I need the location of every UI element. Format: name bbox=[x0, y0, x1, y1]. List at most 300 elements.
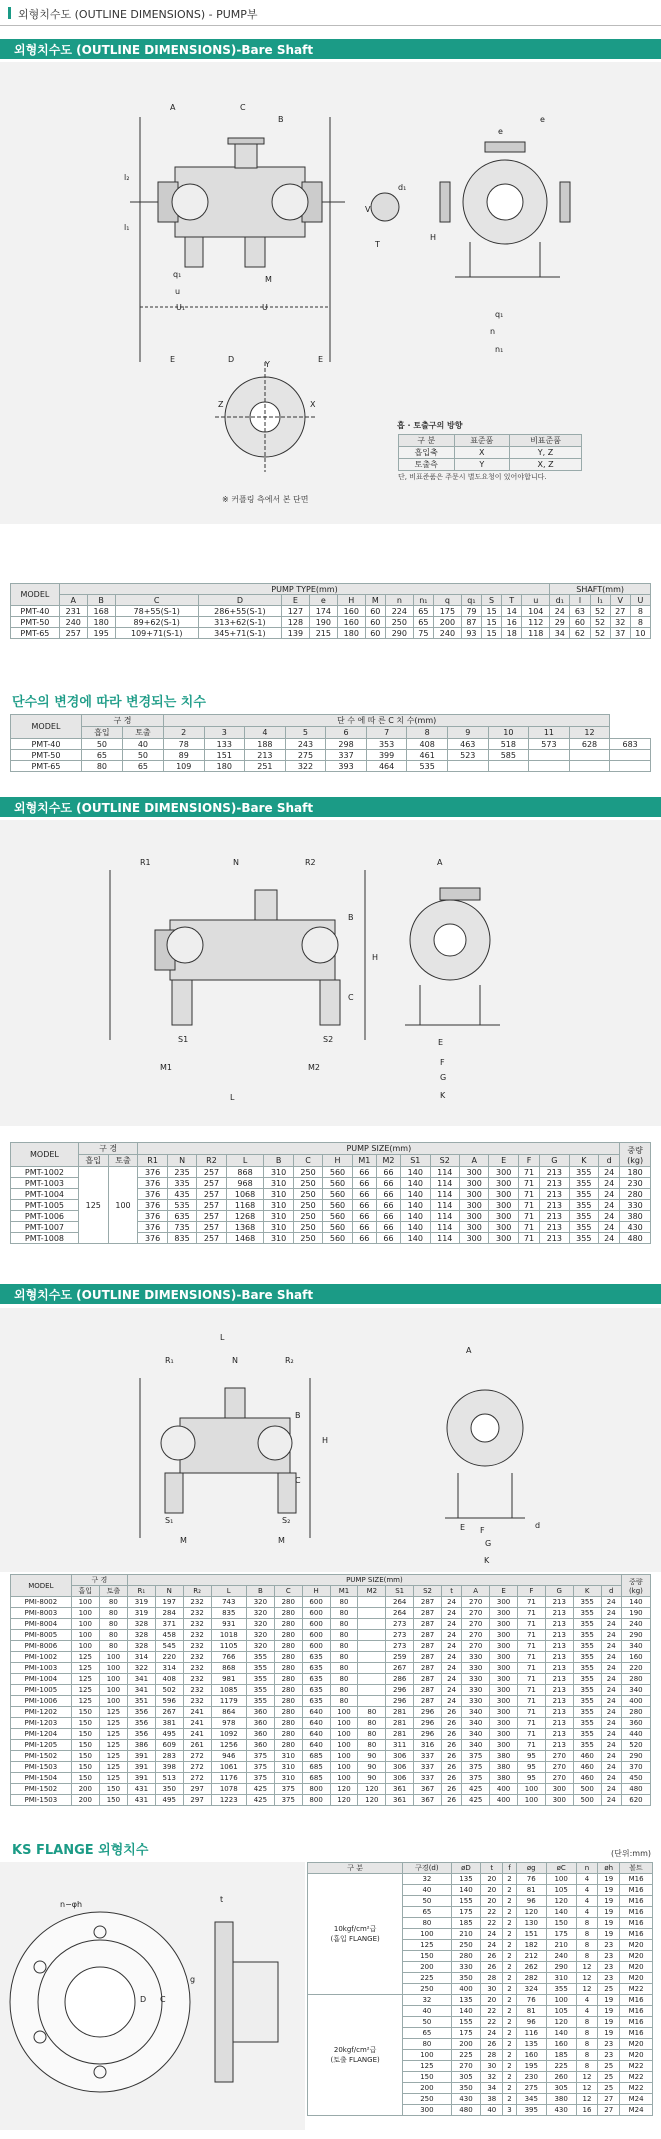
table-cell: 8 bbox=[576, 1940, 598, 1951]
table-cell: 50 bbox=[81, 739, 122, 750]
table-cell: 213 bbox=[545, 1630, 573, 1641]
table-cell: 71 bbox=[517, 1597, 545, 1608]
column-header: S1 bbox=[401, 1155, 430, 1167]
table-cell: 287 bbox=[414, 1674, 442, 1685]
table-cell: 370 bbox=[621, 1762, 650, 1773]
table-cell: 355 bbox=[569, 1167, 598, 1178]
table-cell: 109+71(S-1) bbox=[115, 628, 198, 639]
table-cell: 2 bbox=[503, 2017, 517, 2028]
table-cell: 71 bbox=[517, 1663, 545, 1674]
svg-text:M1: M1 bbox=[160, 1063, 172, 1072]
table-cell: 200 bbox=[403, 2083, 451, 2094]
table-cell: 81 bbox=[516, 1885, 546, 1896]
table-cell: PMI-1004 bbox=[11, 1674, 72, 1685]
svg-text:D: D bbox=[140, 1995, 147, 2004]
table-cell: 26 bbox=[481, 1962, 503, 1973]
table-cell: 425 bbox=[246, 1795, 274, 1806]
svg-text:K: K bbox=[440, 1091, 446, 1100]
table-cell: 356 bbox=[127, 1729, 155, 1740]
table-cell: 32 bbox=[610, 617, 630, 628]
table-cell: 52 bbox=[590, 617, 610, 628]
table-cell: 425 bbox=[462, 1795, 490, 1806]
table-row bbox=[11, 1597, 651, 1608]
table-cell: 305 bbox=[546, 2083, 576, 2094]
table-cell: 66 bbox=[352, 1200, 376, 1211]
table-cell: 71 bbox=[517, 1707, 545, 1718]
table-cell: 24 bbox=[441, 1696, 461, 1707]
table-cell: 355 bbox=[246, 1663, 274, 1674]
table-cell: 2 bbox=[503, 1874, 517, 1885]
table-cell: 23 bbox=[598, 2039, 620, 2050]
table-cell: 330 bbox=[451, 1962, 481, 1973]
table-cell: 600 bbox=[302, 1608, 330, 1619]
table-cell: 150 bbox=[99, 1784, 127, 1795]
table-cell: 458 bbox=[155, 1630, 183, 1641]
column-header: B bbox=[264, 1155, 293, 1167]
table-cell: 272 bbox=[183, 1762, 211, 1773]
table-cell: 90 bbox=[358, 1773, 386, 1784]
table-cell: PMI-1503 bbox=[11, 1762, 72, 1773]
table-cell: 2 bbox=[503, 1885, 517, 1896]
table-cell: 26 bbox=[481, 1951, 503, 1962]
table-cell: 376 bbox=[138, 1178, 167, 1189]
section3-drawing-panel bbox=[0, 820, 661, 1126]
column-header: B bbox=[246, 1586, 274, 1597]
table-cell: 380 bbox=[490, 1762, 518, 1773]
table-cell: 24 bbox=[441, 1674, 461, 1685]
direction-table: 구 분 표준품 비표준품 흡입축 X Y, Z 토출측 Y X, Z bbox=[398, 434, 582, 471]
table-cell: 100 bbox=[108, 1167, 138, 1244]
column-header: E bbox=[281, 595, 309, 606]
stage-number: 11 bbox=[529, 727, 570, 739]
column-header: H bbox=[337, 595, 365, 606]
table-cell: 50 bbox=[403, 1896, 451, 1907]
table-cell: 766 bbox=[211, 1652, 246, 1663]
table-cell: 8 bbox=[576, 2061, 598, 2072]
table-cell: PMI-1005 bbox=[11, 1685, 72, 1696]
table-cell: M16 bbox=[620, 1995, 653, 2006]
table-cell: 24 bbox=[441, 1663, 461, 1674]
table-cell: 300 bbox=[489, 1178, 518, 1189]
table-cell: 257 bbox=[197, 1211, 226, 1222]
table-cell: 356 bbox=[127, 1718, 155, 1729]
table-cell: 355 bbox=[573, 1608, 601, 1619]
stage-number: 6 bbox=[326, 727, 367, 739]
stage-table bbox=[10, 714, 651, 772]
table-cell: 241 bbox=[183, 1718, 211, 1729]
column-header: T bbox=[502, 595, 522, 606]
table-cell: 140 bbox=[401, 1200, 430, 1211]
table-cell: 978 bbox=[211, 1718, 246, 1729]
table-cell: 160 bbox=[546, 2039, 576, 2050]
stage-number: 4 bbox=[245, 727, 286, 739]
table-cell: 71 bbox=[517, 1685, 545, 1696]
table-cell: 24 bbox=[601, 1729, 621, 1740]
table-cell: 300 bbox=[489, 1189, 518, 1200]
table-cell: M16 bbox=[620, 1907, 653, 1918]
svg-text:H: H bbox=[322, 1436, 329, 1445]
table-cell: 140 bbox=[451, 2006, 481, 2017]
table-cell: 240 bbox=[59, 617, 87, 628]
table-cell: PMT-1004 bbox=[11, 1189, 79, 1200]
svg-text:K: K bbox=[484, 1556, 490, 1565]
svg-text:q₁: q₁ bbox=[173, 270, 182, 279]
table-cell: 125 bbox=[99, 1762, 127, 1773]
table-cell: PMI-8003 bbox=[11, 1608, 72, 1619]
table-cell: 640 bbox=[302, 1729, 330, 1740]
table-cell: 24 bbox=[601, 1696, 621, 1707]
table-cell: 257 bbox=[59, 628, 87, 639]
table-cell: 298 bbox=[326, 739, 367, 750]
column-header: A bbox=[459, 1155, 488, 1167]
table-cell: 835 bbox=[167, 1233, 196, 1244]
table-cell: 355 bbox=[246, 1696, 274, 1707]
pump-size-table-1 bbox=[10, 1142, 651, 1244]
column-header: øD bbox=[451, 1863, 481, 1874]
table-cell: 66 bbox=[376, 1167, 400, 1178]
table-cell: 355 bbox=[573, 1696, 601, 1707]
table-cell: 300 bbox=[490, 1641, 518, 1652]
table-cell: 100 bbox=[71, 1608, 99, 1619]
table-cell: 32 bbox=[403, 1995, 451, 2006]
table-cell: 20 bbox=[481, 1874, 503, 1885]
table-cell: 232 bbox=[183, 1619, 211, 1630]
svg-text:S₂: S₂ bbox=[282, 1516, 291, 1525]
table-cell: 23 bbox=[598, 1973, 620, 1984]
table-cell: 105 bbox=[546, 2006, 576, 2017]
table-cell: 200 bbox=[71, 1784, 99, 1795]
section4-title-bar bbox=[0, 1284, 661, 1304]
column-header: 볼트 bbox=[620, 1863, 653, 1874]
table-cell bbox=[569, 761, 610, 772]
table-cell: 104 bbox=[522, 606, 550, 617]
table-cell: 114 bbox=[430, 1200, 459, 1211]
table-cell: 1061 bbox=[211, 1762, 246, 1773]
table-cell: 4 bbox=[576, 1995, 598, 2006]
table-cell: 114 bbox=[430, 1222, 459, 1233]
column-header: n₁ bbox=[413, 595, 433, 606]
table-cell: PMI-1203 bbox=[11, 1718, 72, 1729]
table-cell: 160 bbox=[337, 617, 365, 628]
table-cell: M16 bbox=[620, 1929, 653, 1940]
table-cell: 355 bbox=[573, 1641, 601, 1652]
table-cell: 26 bbox=[481, 2039, 503, 2050]
bore-header: 구 경 bbox=[81, 715, 163, 727]
table-cell: 283 bbox=[155, 1751, 183, 1762]
table-cell: 330 bbox=[462, 1696, 490, 1707]
table-cell: 190 bbox=[309, 617, 337, 628]
svg-text:n₁: n₁ bbox=[495, 345, 504, 354]
table-cell bbox=[610, 750, 651, 761]
table-cell: 257 bbox=[197, 1233, 226, 1244]
table-cell: 19 bbox=[598, 1896, 620, 1907]
table-cell: 100 bbox=[71, 1619, 99, 1630]
table-cell: 376 bbox=[138, 1189, 167, 1200]
table-cell: 100 bbox=[403, 2050, 451, 2061]
table-cell: 24 bbox=[599, 1233, 620, 1244]
table-cell: 71 bbox=[517, 1630, 545, 1641]
svg-text:Z: Z bbox=[218, 400, 224, 409]
table-cell: 284 bbox=[155, 1608, 183, 1619]
table-cell: 391 bbox=[127, 1751, 155, 1762]
column-header: K bbox=[573, 1586, 601, 1597]
table-cell: 375 bbox=[462, 1762, 490, 1773]
table-cell: 287 bbox=[414, 1641, 442, 1652]
table-cell: 361 bbox=[386, 1784, 414, 1795]
table-cell: 24 bbox=[441, 1608, 461, 1619]
table-cell: 480 bbox=[621, 1784, 650, 1795]
table-cell: 24 bbox=[481, 2028, 503, 2039]
table-cell: 600 bbox=[302, 1619, 330, 1630]
pump-type-header: PUMP TYPE(mm) bbox=[59, 584, 549, 595]
column-header: 구경(d) bbox=[403, 1863, 451, 1874]
table-cell: 60 bbox=[365, 606, 385, 617]
table-row bbox=[11, 1718, 651, 1729]
table-cell: 135 bbox=[451, 1995, 481, 2006]
svg-text:F: F bbox=[440, 1058, 445, 1067]
column-header: N bbox=[155, 1586, 183, 1597]
table-cell: 2 bbox=[503, 1907, 517, 1918]
column-header: n bbox=[385, 595, 413, 606]
table-cell: 114 bbox=[430, 1233, 459, 1244]
table-cell: 380 bbox=[490, 1773, 518, 1784]
table-cell: 27 bbox=[598, 2105, 620, 2116]
table-cell: 275 bbox=[285, 750, 326, 761]
table-cell: 151 bbox=[204, 750, 245, 761]
table-cell: 19 bbox=[598, 1885, 620, 1896]
table-cell: 22 bbox=[481, 2006, 503, 2017]
table-cell bbox=[610, 761, 651, 772]
table-cell: 80 bbox=[330, 1674, 358, 1685]
table-cell: 1468 bbox=[226, 1233, 264, 1244]
table-cell: 376 bbox=[138, 1233, 167, 1244]
column-header: 구 분 bbox=[308, 1863, 403, 1874]
svg-text:S2: S2 bbox=[323, 1035, 334, 1044]
table-cell: 460 bbox=[573, 1751, 601, 1762]
table-cell: 66 bbox=[376, 1200, 400, 1211]
table-row bbox=[11, 1674, 651, 1685]
table-cell: 355 bbox=[573, 1663, 601, 1674]
table-cell: 399 bbox=[366, 750, 407, 761]
table-cell: 267 bbox=[386, 1663, 414, 1674]
table-cell: 250 bbox=[293, 1167, 322, 1178]
shaft-header: SHAFT(mm) bbox=[550, 584, 651, 595]
table-cell: PMI-8004 bbox=[11, 1619, 72, 1630]
table-cell: 19 bbox=[598, 2028, 620, 2039]
table-cell: 296 bbox=[414, 1707, 442, 1718]
table-cell: PMT-65 bbox=[11, 761, 82, 772]
table-cell: 275 bbox=[516, 2083, 546, 2094]
table-cell: 66 bbox=[376, 1211, 400, 1222]
table-cell: 8 bbox=[576, 1918, 598, 1929]
svg-text:R2: R2 bbox=[305, 858, 316, 867]
table-cell: 100 bbox=[71, 1641, 99, 1652]
table-cell: 480 bbox=[620, 1233, 651, 1244]
table-cell: 213 bbox=[540, 1222, 569, 1233]
table-cell: 75 bbox=[413, 628, 433, 639]
table-cell: 259 bbox=[386, 1652, 414, 1663]
table-cell: 26 bbox=[441, 1773, 461, 1784]
pump-drawing-2 bbox=[0, 820, 661, 1126]
table-cell: 140 bbox=[546, 2028, 576, 2039]
svg-text:R1: R1 bbox=[140, 858, 151, 867]
table-cell: 585 bbox=[488, 750, 529, 761]
section4-drawing-panel bbox=[0, 1308, 661, 1572]
table-cell: 185 bbox=[451, 1918, 481, 1929]
table-cell: 355 bbox=[569, 1189, 598, 1200]
table-cell: 188 bbox=[245, 739, 286, 750]
table-cell: 328 bbox=[127, 1630, 155, 1641]
table-cell: 320 bbox=[246, 1608, 274, 1619]
table-cell: 8 bbox=[576, 2028, 598, 2039]
table-cell: 125 bbox=[99, 1740, 127, 1751]
svg-text:M2: M2 bbox=[308, 1063, 320, 1072]
table-cell: PMI-8005 bbox=[11, 1630, 72, 1641]
table-cell: 100 bbox=[330, 1707, 358, 1718]
table-cell: 280 bbox=[274, 1652, 302, 1663]
column-header: E bbox=[490, 1586, 518, 1597]
table-row bbox=[11, 628, 651, 639]
table-cell: 240 bbox=[621, 1619, 650, 1630]
table-cell: 213 bbox=[545, 1696, 573, 1707]
table-cell: 116 bbox=[516, 2028, 546, 2039]
svg-text:E: E bbox=[170, 355, 176, 364]
table-row bbox=[11, 1167, 651, 1178]
table-cell: 230 bbox=[620, 1178, 651, 1189]
table-cell: 232 bbox=[183, 1641, 211, 1652]
table-cell: 2 bbox=[503, 1896, 517, 1907]
table-cell: 12 bbox=[576, 2094, 598, 2105]
table-cell: 40 bbox=[122, 739, 163, 750]
table-cell: 273 bbox=[386, 1630, 414, 1641]
table-cell: 120 bbox=[516, 1907, 546, 1918]
table-cell: 100 bbox=[330, 1718, 358, 1729]
table-cell: 8 bbox=[576, 2039, 598, 2050]
stage-number: 7 bbox=[366, 727, 407, 739]
column-header: l bbox=[570, 595, 590, 606]
table-cell: M20 bbox=[620, 1973, 653, 1984]
table-cell: 328 bbox=[127, 1619, 155, 1630]
table-cell: 71 bbox=[517, 1740, 545, 1751]
table-cell: 93 bbox=[461, 628, 481, 639]
table-cell: 66 bbox=[376, 1189, 400, 1200]
table-cell: 361 bbox=[386, 1795, 414, 1806]
table-cell: 2 bbox=[503, 2072, 517, 2083]
table-cell: 431 bbox=[127, 1795, 155, 1806]
unit-note: (단위:mm) bbox=[611, 1849, 651, 1858]
table-cell: 320 bbox=[246, 1619, 274, 1630]
table-cell: 518 bbox=[488, 739, 529, 750]
table-cell: 105 bbox=[546, 1885, 576, 1896]
table-cell: 27 bbox=[598, 2094, 620, 2105]
table-cell: 19 bbox=[598, 1929, 620, 1940]
table-cell: 80 bbox=[330, 1685, 358, 1696]
table-cell: 743 bbox=[211, 1597, 246, 1608]
table-cell: 270 bbox=[451, 2061, 481, 2072]
table-cell: 200 bbox=[433, 617, 461, 628]
table-cell: 250 bbox=[293, 1200, 322, 1211]
table-cell: 225 bbox=[451, 2050, 481, 2061]
table-cell: 596 bbox=[155, 1696, 183, 1707]
table-row bbox=[11, 1685, 651, 1696]
table-cell: 24 bbox=[601, 1608, 621, 1619]
table-cell: 128 bbox=[281, 617, 309, 628]
column-header: E bbox=[489, 1155, 518, 1167]
table-cell: 371 bbox=[155, 1619, 183, 1630]
table-cell: 20 bbox=[481, 1896, 503, 1907]
stage-header: 단 수 에 따 른 C 치 수(mm) bbox=[163, 715, 609, 727]
table-cell: 24 bbox=[481, 1929, 503, 1940]
table-cell: 66 bbox=[376, 1233, 400, 1244]
table-cell: 250 bbox=[451, 1940, 481, 1951]
table-cell: 340 bbox=[462, 1740, 490, 1751]
table-cell: 213 bbox=[545, 1674, 573, 1685]
table-cell: 24 bbox=[601, 1674, 621, 1685]
table-cell: 300 bbox=[490, 1619, 518, 1630]
table-row bbox=[11, 1784, 651, 1795]
table-cell: 80 bbox=[330, 1608, 358, 1619]
table-cell: 310 bbox=[264, 1233, 293, 1244]
table-cell: 330 bbox=[462, 1674, 490, 1685]
svg-text:H: H bbox=[372, 953, 379, 962]
table-cell: 1168 bbox=[226, 1200, 264, 1211]
table-cell: 270 bbox=[462, 1619, 490, 1630]
table-cell: 319 bbox=[127, 1608, 155, 1619]
table-cell: 1223 bbox=[211, 1795, 246, 1806]
table-cell: 235 bbox=[167, 1167, 196, 1178]
table-cell: 281 bbox=[386, 1718, 414, 1729]
svg-text:E: E bbox=[438, 1038, 444, 1047]
column-header: K bbox=[569, 1155, 598, 1167]
section3-title-bar bbox=[0, 797, 661, 817]
table-cell: 635 bbox=[167, 1211, 196, 1222]
table-cell: 24 bbox=[599, 1211, 620, 1222]
table-cell: 140 bbox=[401, 1189, 430, 1200]
table-cell: 212 bbox=[516, 1951, 546, 1962]
column-header: F bbox=[518, 1155, 539, 1167]
table-cell: 355 bbox=[569, 1233, 598, 1244]
table-cell: PMT-50 bbox=[11, 750, 82, 761]
table-cell: 270 bbox=[462, 1608, 490, 1619]
column-header: H bbox=[323, 1155, 352, 1167]
table-cell: 280 bbox=[274, 1619, 302, 1630]
model-header: MODEL bbox=[11, 584, 60, 606]
bore-header: 구 경 bbox=[71, 1575, 127, 1586]
table-cell: 355 bbox=[546, 1984, 576, 1995]
table-cell: 296 bbox=[414, 1718, 442, 1729]
table-cell: 80 bbox=[99, 1608, 127, 1619]
table-cell: PMT-1008 bbox=[11, 1233, 79, 1244]
table-cell: 125 bbox=[71, 1663, 99, 1674]
table-cell: 109 bbox=[163, 761, 204, 772]
table-cell: 287 bbox=[414, 1696, 442, 1707]
table-cell: 8 bbox=[576, 2050, 598, 2061]
table-cell: 155 bbox=[451, 2017, 481, 2028]
table-cell: 310 bbox=[546, 1973, 576, 1984]
table-cell: 272 bbox=[183, 1751, 211, 1762]
table-cell: 286+55(S-1) bbox=[198, 606, 281, 617]
coupling-note: ※ 커플링 측에서 본 단면 bbox=[222, 495, 309, 504]
table-cell: 635 bbox=[302, 1685, 330, 1696]
table-cell: 232 bbox=[183, 1652, 211, 1663]
table-cell: 2 bbox=[503, 2083, 517, 2094]
table-cell: 30 bbox=[481, 1984, 503, 1995]
table-cell: 26 bbox=[441, 1784, 461, 1795]
table-cell: 150 bbox=[99, 1795, 127, 1806]
table-cell: 71 bbox=[517, 1608, 545, 1619]
column-header: f bbox=[503, 1863, 517, 1874]
column-header: L bbox=[211, 1586, 246, 1597]
